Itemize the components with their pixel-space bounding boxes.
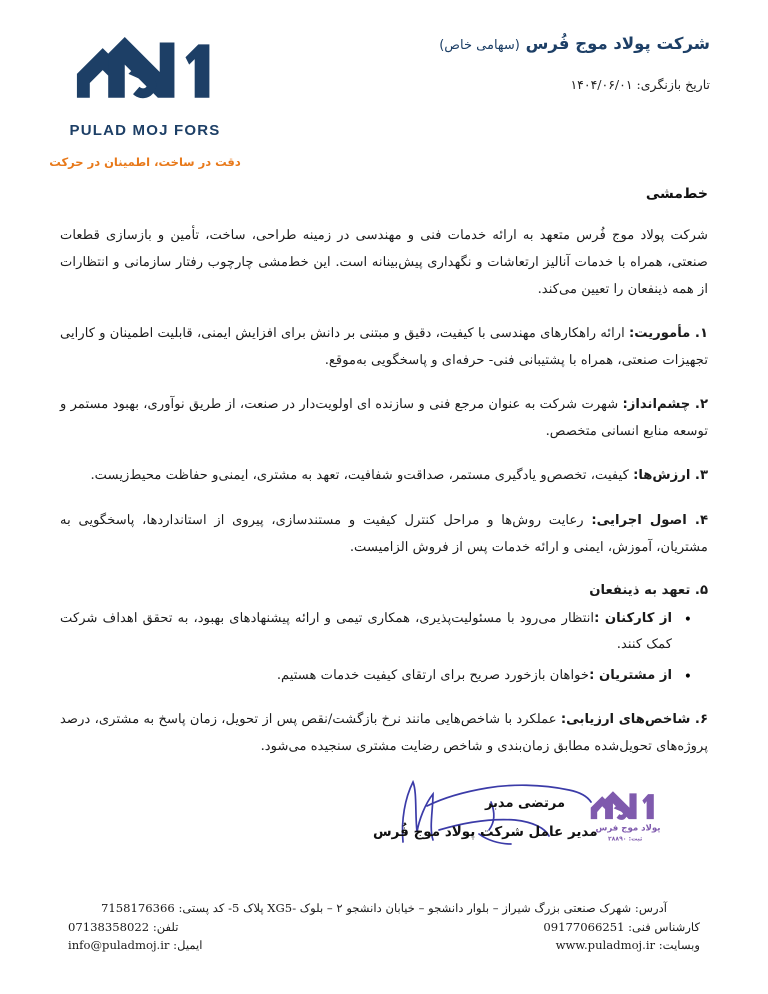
- svg-text:پولاد موج فرس: پولاد موج فرس: [595, 823, 661, 834]
- section-vision: [60, 391, 708, 445]
- section-values-lead: ۳. ارزش‌ها:: [633, 468, 708, 484]
- footer-website-value[interactable]: www.puladmoj.ir: [555, 938, 656, 952]
- commitment-employees-body: انتظار می‌رود با مسئولیت‌پذیری، همکاری تیمی و ارائه پیشنهادهای بهبود، به تحقق اهداف شرکت کمک کنند.: [60, 611, 672, 653]
- footer-phone: [68, 920, 179, 934]
- intro-text: شرکت پولاد موج فُرس متعهد به ارائه خدمات فنی و مهندسی در زمینه طراحی، ساخت، تأمین و بازسازی قطعات صنعتی، همراه با خدمات آنالیز ارتعاشات و نگهداری پیش‌بینانه است. این خط‌مشی چارچوب رفتار سازمانی و انتظارات از همه ذینفعان را تعیین می‌کند.: [60, 228, 708, 298]
- page-title: خط‌مشی: [645, 186, 708, 202]
- document-header: [0, 0, 768, 180]
- footer-tech-label: کارشناس فنی:: [628, 920, 700, 934]
- signatory-name: مرتضی مدبر: [484, 796, 565, 811]
- signatory-role: مدیر عامل شرکت پولاد موج فُرس: [373, 824, 598, 840]
- section-vision-paragraph: [60, 391, 708, 445]
- logo-wordmark: PULAD MOJ FORS: [69, 122, 221, 139]
- intro-paragraph: [60, 222, 708, 303]
- company-legal-suffix: (سهامی خاص): [439, 38, 520, 53]
- section-commitment-heading: ۵. تعهد به ذینفعان: [589, 582, 708, 598]
- section-principles-body: رعایت روش‌ها و مراحل کنترل کیفیت و مستندسازی، پیروی از استانداردها، پاسخگویی به مشتریان، آموزش، ایمنی و ارائه خدمات پس از فروش الزامیست.: [60, 512, 708, 555]
- footer-address: آدرس: شهرک صنعتی بزرگ شیراز – بلوار دانشجو – خیابان دانشجو ۲ – بلوک -XG5 پلاک 5- کد پستی: 7158176366: [101, 901, 667, 915]
- section-mission-lead: ۱. مأموریت:: [628, 326, 708, 342]
- footer-email-label: ایمیل:: [173, 938, 203, 952]
- section-mission-body: ارائه راهکارهای مهندسی با کیفیت، دقیق و مبتنی بر دانش برای افزایش ایمنی، قابلیت اطمینان و کارایی تجهیزات صنعتی، همراه با پشتیبانی فنی- حرفه‌ای و پاسخگویی به‌موقع.: [60, 326, 708, 369]
- header-company-block: [439, 32, 710, 92]
- section-kpi: [60, 706, 708, 760]
- footer-email-value[interactable]: info@puladmoj.ir: [68, 938, 170, 952]
- section-values-body: کیفیت، تخصص‌و یادگیری مستمر، صداقت‌و شفافیت، تعهد به مشتری، ایمنی‌و حفاظت محیط‌زیست.: [90, 468, 634, 484]
- footer-phone-value: 07138358022: [68, 920, 150, 934]
- section-values: [60, 462, 708, 489]
- company-logo-icon: [71, 26, 219, 118]
- section-mission: [60, 320, 708, 374]
- commitment-list: [60, 606, 708, 689]
- section-mission-paragraph: [60, 320, 708, 374]
- footer-tech-value: 09177066251: [543, 920, 625, 934]
- section-kpi-paragraph: [60, 706, 708, 760]
- review-date: تاریخ بازنگری: ۱۴۰۴/۰۶/۰۱: [570, 77, 710, 93]
- section-vision-lead: ۲. چشم‌انداز:: [622, 397, 708, 413]
- signature-block: [343, 784, 673, 874]
- company-name-text: شرکت پولاد موج فُرس: [525, 34, 710, 53]
- footer-email[interactable]: [68, 938, 203, 952]
- section-kpi-body: عملکرد با شاخص‌هایی مانند نرخ بازگشت/نقص پس از تحویل، زمان پاسخ به مشتری، درصد پروژه‌های تحویل‌شده مطابق زمان‌بندی و شاخص رضایت مشتری سنجیده می‌شود.: [60, 712, 708, 755]
- logo-block: [40, 26, 250, 169]
- document-body: [0, 180, 768, 760]
- commitment-customers-lead: از مشتریان :: [589, 667, 672, 683]
- section-values-paragraph: [60, 462, 708, 489]
- footer-phone-label: تلفن:: [152, 920, 179, 934]
- footer-website[interactable]: [556, 938, 700, 952]
- section-commitment: [60, 578, 708, 690]
- section-kpi-lead: ۶. شاخص‌های ارزیابی:: [560, 712, 708, 728]
- list-item: [60, 663, 694, 689]
- section-vision-body: شهرت شرکت به عنوان مرجع فنی و سازنده ای اولویت‌دار در صنعت، از طریق نوآوری، بهبود مستمر و توسعه منابع انسانی متخصص.: [60, 397, 708, 440]
- footer-website-label: وبسایت:: [658, 938, 700, 952]
- company-name: [439, 32, 710, 55]
- document-footer: [0, 901, 768, 956]
- svg-text:ثبت: ۲۸۸۹۰: ثبت: ۲۸۸۹۰: [607, 835, 643, 843]
- logo-tagline: دقت در ساخت، اطمینان در حرکت: [49, 155, 241, 169]
- section-principles-lead: ۴. اصول اجرایی:: [591, 512, 709, 528]
- commitment-employees-lead: از کارکنان :: [594, 611, 672, 627]
- footer-contact-row-2: [62, 938, 706, 952]
- commitment-customers-body: خواهان بازخورد صریح برای ارتقای کیفیت خدمات هستیم.: [276, 667, 590, 683]
- section-principles: [60, 507, 708, 561]
- footer-tech-contact: [543, 920, 700, 934]
- list-item: [60, 606, 694, 659]
- section-principles-paragraph: [60, 507, 708, 561]
- footer-contact-row-1: [62, 920, 706, 934]
